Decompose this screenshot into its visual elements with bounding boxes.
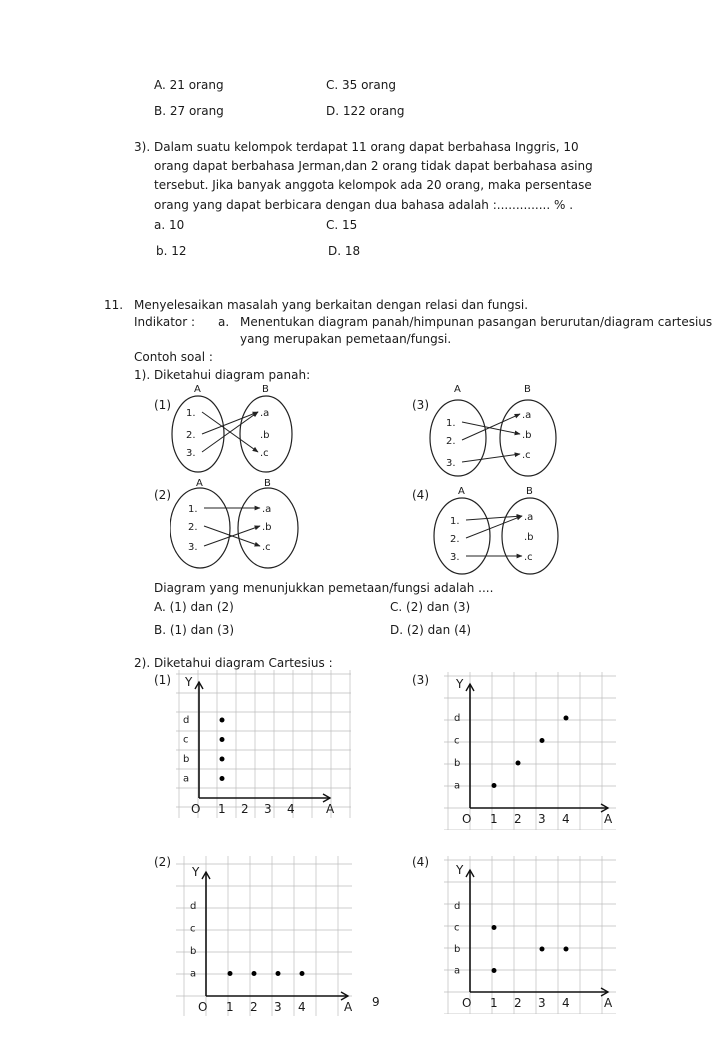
x-tick-label: 2 [241,802,249,816]
cartesian-diagram-1 [176,670,351,818]
option-d: D. 122 orang [326,104,405,118]
x-tick-label: 1 [218,802,226,816]
option-c: C. 35 orang [326,78,396,92]
x-tick-label: 2 [250,1000,258,1014]
set-a-oval [172,396,224,472]
domain-item: 1. [446,418,456,429]
arrow-diagram-4 [428,484,568,578]
x-tick-label: 1 [490,812,498,826]
contoh-label: Contoh soal : [134,350,213,364]
question-intro: 2). Diketahui diagram Cartesius : [134,656,333,670]
domain-item: 1. [450,516,460,527]
y-tick-label: d [183,715,190,726]
data-point [220,776,225,781]
option-b: B. 27 orang [154,104,224,118]
data-point [300,971,305,976]
data-point [220,718,225,723]
question-text-line: orang yang dapat berbicara dengan dua bahasa adalah :.............. % . [154,198,574,212]
data-point [492,783,497,788]
page-number: 9 [372,995,380,1009]
section-title: Menyelesaikan masalah yang berkaitan dengan relasi dan fungsi. [134,298,529,312]
diagram-label: (3) [412,673,429,687]
option-c: C. (2) dan (3) [390,600,471,614]
mapping-arrow [202,412,258,434]
x-tick-label: 2 [514,812,522,826]
question-intro: 1). Diketahui diagram panah: [134,368,311,382]
x-tick-label: 2 [514,996,522,1010]
indikator-text: Menentukan diagram panah/himpunan pasangan berurutan/diagram cartesius [240,315,713,329]
data-point [276,971,281,976]
y-tick-label: a [454,965,461,977]
diagram-label: (3) [412,398,429,412]
y-tick-label: b [190,946,197,957]
mapping-arrow [462,414,520,440]
y-tick-label: d [454,901,461,912]
domain-item: 2. [446,436,456,447]
x-tick-label: 4 [298,1000,306,1014]
x-tick-label: 4 [562,996,570,1010]
codomain-item: .a [522,410,532,421]
codomain-item: .a [524,512,534,523]
set-a-oval [170,488,230,568]
data-point [540,738,545,743]
question-text-line: Dalam suatu kelompok terdapat 11 orang dapat berbahasa Inggris, 10 [154,140,579,154]
set-b-label: B [524,384,531,395]
arrow-diagram-3 [428,382,568,480]
x-tick-label: 1 [226,1000,234,1014]
codomain-item: .c [522,450,531,461]
set-b-label: B [526,486,533,497]
diagram-label: (2) [154,488,171,502]
option-d: D. 18 [328,244,361,258]
option-b: B. (1) dan (3) [154,623,235,637]
origin-label: O [462,996,472,1010]
arrow-diagram-1 [170,382,310,476]
y-axis-label: Y [456,863,464,877]
section-number: 11. [104,298,124,312]
domain-item: 3. [450,552,460,563]
set-a-oval [434,498,490,574]
domain-item: 2. [188,522,198,533]
option-a: A. 21 orang [154,78,224,92]
indikator-label: Indikator : [134,315,196,329]
cartesian-diagram-4 [444,856,616,1014]
cartesian-diagram-2 [176,856,352,1016]
y-axis-label: Y [192,865,200,879]
question-text: Diagram yang menunjukkan pemetaan/fungsi adalah .... [154,581,494,595]
x-axis-label: A [604,996,613,1010]
data-point [564,716,569,721]
y-tick-label: a [190,968,197,980]
set-a-oval [430,400,486,476]
diagram-label: (1) [154,673,171,687]
diagram-label: (1) [154,398,171,412]
question-text-line: orang dapat berbahasa Jerman,dan 2 orang tidak dapat berbahasa asing [154,159,593,173]
cartesian-diagram-3 [444,672,616,830]
y-tick-label: c [454,735,460,747]
data-point [540,947,545,952]
x-axis-label: A [604,812,613,826]
domain-item: 1. [186,408,196,419]
codomain-item: .a [260,408,270,419]
y-tick-label: a [183,773,190,785]
y-axis-label: Y [185,675,193,689]
option-c: C. 15 [326,218,358,232]
codomain-item: .a [262,504,272,515]
indikator-text: yang merupakan pemetaan/fungsi. [240,332,452,346]
set-a-label: A [194,384,201,395]
origin-label: O [462,812,472,826]
question-number: 3). [134,140,151,154]
set-b-label: B [262,384,269,395]
domain-item: 2. [186,430,196,441]
arrow-diagram-2 [170,476,310,580]
y-axis-label: Y [456,677,464,691]
y-tick-label: d [454,713,461,724]
data-point [220,737,225,742]
mapping-arrow [462,454,520,462]
x-tick-label: 3 [264,802,272,816]
option-a: A. (1) dan (2) [154,600,234,614]
y-tick-label: c [183,734,189,746]
x-tick-label: 3 [538,812,546,826]
set-a-label: A [454,384,461,395]
codomain-item: .b [522,430,532,441]
y-tick-label: c [454,922,460,934]
data-point [252,971,257,976]
data-point [516,761,521,766]
x-tick-label: 4 [287,802,295,816]
x-tick-label: 4 [562,812,570,826]
y-tick-label: d [190,901,197,912]
domain-item: 3. [188,542,198,553]
codomain-item: .c [262,542,271,553]
set-a-label: A [458,486,465,497]
y-tick-label: b [183,754,190,765]
origin-label: O [191,802,201,816]
option-b: b. 12 [156,244,187,258]
option-d: D. (2) dan (4) [390,623,472,637]
diagram-label: (4) [412,855,429,869]
diagram-label: (2) [154,855,171,869]
x-tick-label: 3 [538,996,546,1010]
codomain-item: .c [524,552,533,563]
origin-label: O [198,1000,208,1014]
x-axis-label: A [344,1000,352,1014]
x-axis-label: A [326,802,335,816]
codomain-item: .b [262,522,272,533]
y-tick-label: b [454,944,461,955]
data-point [492,968,497,973]
set-b-label: B [264,478,271,489]
x-tick-label: 1 [490,996,498,1010]
data-point [564,947,569,952]
y-tick-label: b [454,758,461,769]
y-tick-label: a [454,780,461,792]
domain-item: 3. [186,448,196,459]
domain-item: 2. [450,534,460,545]
mapping-arrow [462,422,520,434]
y-tick-label: c [190,923,196,935]
x-tick-label: 3 [274,1000,282,1014]
option-a: a. 10 [154,218,185,232]
data-point [492,925,497,930]
codomain-item: .b [260,430,270,441]
data-point [228,971,233,976]
set-a-label: A [196,478,203,489]
question-text-line: tersebut. Jika banyak anggota kelompok ada 20 orang, maka persentase [154,178,592,192]
domain-item: 3. [446,458,456,469]
data-point [220,757,225,762]
codomain-item: .b [524,532,534,543]
domain-item: 1. [188,504,198,515]
codomain-item: .c [260,448,269,459]
diagram-label: (4) [412,488,429,502]
indikator-letter: a. [218,315,230,329]
